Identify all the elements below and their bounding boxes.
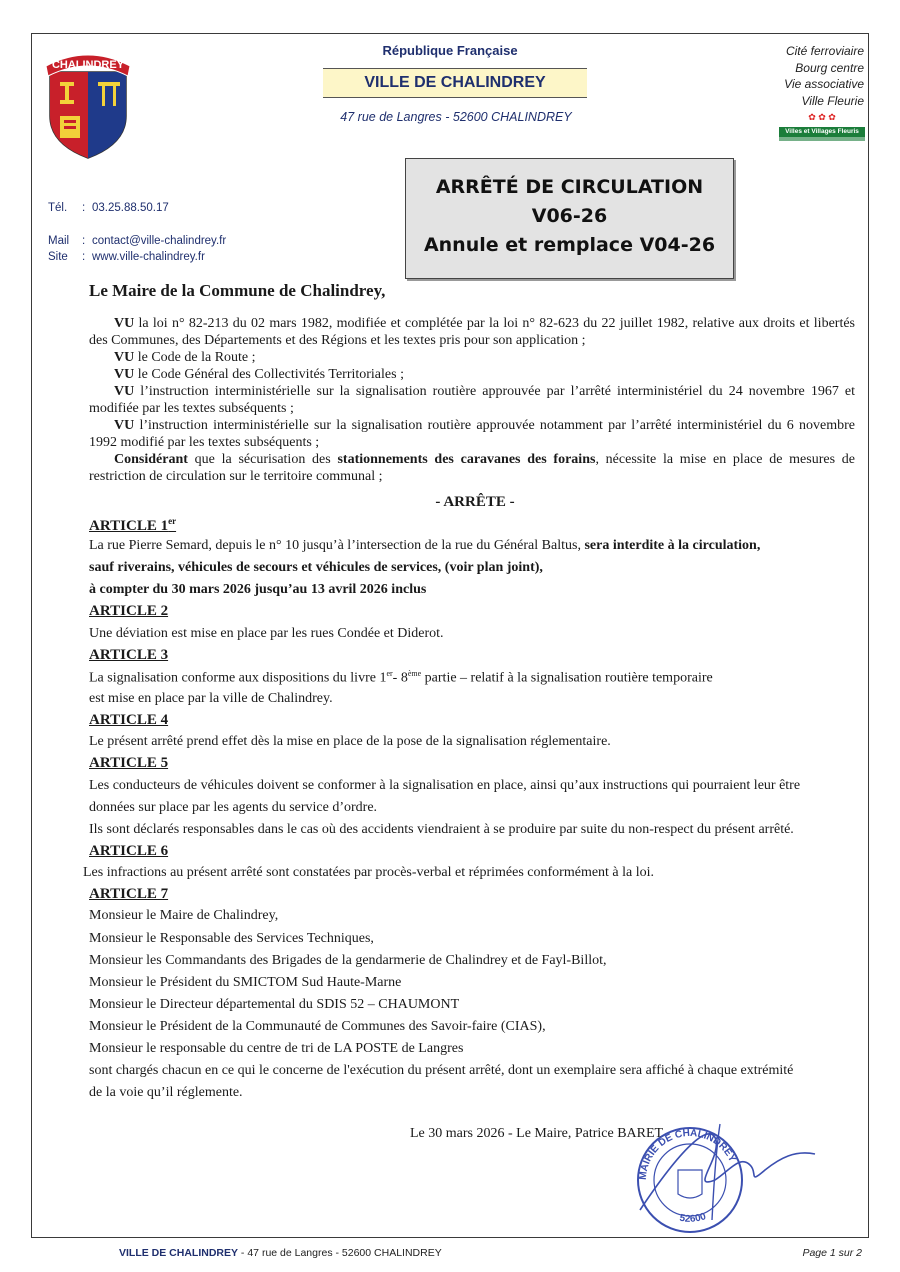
article-2-text: Une déviation est mise en place par les rues Condée et Diderot. xyxy=(89,626,444,641)
article-2-title: ARTICLE 2 xyxy=(89,603,169,619)
contact-mail: Mail : contact@ville-chalindrey.fr xyxy=(48,235,227,247)
signature-line: Le 30 mars 2026 - Le Maire, Patrice BARET xyxy=(410,1126,664,1141)
article-1-text: sauf riverains, véhicules de secours et véhicules de services, (voir plan joint), xyxy=(89,560,543,575)
arrete-label: - ARRÊTE - xyxy=(435,494,515,510)
svg-text:52600 xyxy=(679,1211,708,1225)
arrete-title-box xyxy=(405,158,734,279)
svg-text:CHALINDREY: CHALINDREY xyxy=(51,59,125,71)
stamp-top-text: MAIRIE DE CHALINDREY xyxy=(637,1127,738,1181)
article-7-line: Monsieur le Directeur départemental du SDIS 52 – CHAUMONT xyxy=(89,997,460,1012)
title-line: ARRÊTÉ DE CIRCULATION xyxy=(435,176,704,198)
article-7-line: Monsieur le responsable du centre de tri de LA POSTE de Langres xyxy=(89,1041,464,1056)
contact-tel: Tél. : 03.25.88.50.17 xyxy=(48,202,169,214)
article-3-text: La signalisation conforme aux dispositions du livre 1er- 8ème partie – relatif à la signalisation routière temporaire xyxy=(89,669,713,686)
flower-icon: ✿ ✿ ✿ xyxy=(808,112,836,122)
motto: Ville Fleurie xyxy=(801,93,864,108)
mairie-address: 47 rue de Langres - 52600 CHALINDREY xyxy=(340,110,572,124)
article-6-title: ARTICLE 6 xyxy=(89,843,169,859)
title-number: V06-26 xyxy=(531,205,608,227)
article-7-line: Monsieur le Président du SMICTOM Sud Haute-Marne xyxy=(89,975,402,990)
article-5-text: Ils sont déclarés responsables dans le cas où des accidents viendraient à se produire par suite du non-respect du présent arrêté. xyxy=(89,822,794,837)
title-replaces: Annule et remplace V04-26 xyxy=(423,234,716,256)
villes-fleuris-label xyxy=(779,111,865,143)
stamp-bottom-text: 52600 xyxy=(678,1211,708,1225)
article-4-text: Le présent arrêté prend effet dès la mise en place de la pose de la signalisation réglementaire. xyxy=(89,734,611,749)
vvf-band: Villes et Villages Fleuris xyxy=(779,127,865,137)
republique-francaise: République Française xyxy=(382,43,518,58)
article-5-title: ARTICLE 5 xyxy=(89,755,169,771)
town-mottos xyxy=(784,43,864,109)
article-5-text: données sur place par les agents du service d’ordre. xyxy=(89,800,378,815)
article-1-title: ARTICLE 1er xyxy=(89,516,177,534)
article-6-text: Les infractions au présent arrêté sont constatées par procès-verbal et réprimées conformément à la loi. xyxy=(83,865,655,880)
article-7-line: sont chargés chacun en ce qui le concerne de l'exécution du présent arrêté, dont un exemplaire sera affiché à chaque extrémité xyxy=(89,1063,794,1078)
article-3-text: est mise en place par la ville de Chalindrey. xyxy=(89,691,333,706)
article-7-line: Monsieur les Commandants des Brigades de la gendarmerie de Chalindrey et de Fayl-Billot, xyxy=(89,953,607,968)
motto: Bourg centre xyxy=(795,60,864,75)
page-number: Page 1 sur 2 xyxy=(802,1247,862,1259)
motto: Cité ferroviaire xyxy=(785,44,864,58)
article-5-text: Les conducteurs de véhicules doivent se conformer à la signalisation en place, ainsi qu’aux instructions qui pourraient leur être xyxy=(89,778,801,793)
article-7-line: Monsieur le Maire de Chalindrey, xyxy=(89,908,279,923)
footer: VILLE DE CHALINDREY - 47 rue de Langres - 52600 CHALINDREY xyxy=(119,1247,442,1259)
article-7-line: de la voie qu’il réglemente. xyxy=(89,1085,243,1100)
article-3-title: ARTICLE 3 xyxy=(89,647,169,663)
motto: Vie associative xyxy=(784,77,864,91)
chalindrey-crest-logo xyxy=(38,44,138,160)
ville-title: VILLE DE CHALINDREY xyxy=(323,68,587,98)
article-1-dates: à compter du 30 mars 2026 jusqu’au 13 avril 2026 inclus xyxy=(89,582,427,597)
article-4-title: ARTICLE 4 xyxy=(89,712,169,728)
article-7-line: Monsieur le Président de la Communauté de Communes des Savoir-faire (CIAS), xyxy=(89,1019,546,1034)
article-1-text: La rue Pierre Semard, depuis le n° 10 jusqu’à l’intersection de la rue du Général Baltus, sera interdite à la circulation, xyxy=(89,538,761,553)
visas-block: VU la loi n° 82-213 du 02 mars 1982, modifiée et complétée par la loi n° 82-623 du 22 juillet 1982, relative aux droits et libertés des Communes, des Départements et des Régions et les textes pris pour son application ; VU le Code de la Route ; VU le Code Général des Collectivités Territoriales ; VU l’instruction interministérielle sur la signalisation routière approuvée par l’arrêté interministériel du 24 novembre 1967 et modifiée par les textes subséquents ; VU l’instruction interministérielle sur la signalisation routière approuvée notamment par l’arrêté interministériel du 6 novembre 1992 modifié par les textes subséquents ; Considérant que la sécurisation des stationnements des caravanes des forains, nécessite la mise en place de mesures de restriction de circulation sur le territoire communal ; xyxy=(89,316,855,484)
contact-site: Site : www.ville-chalindrey.fr xyxy=(48,251,205,263)
article-7-line: Monsieur le Responsable des Services Techniques, xyxy=(89,931,374,946)
maire-heading: Le Maire de la Commune de Chalindrey, xyxy=(89,281,386,300)
article-7-title: ARTICLE 7 xyxy=(89,886,169,902)
